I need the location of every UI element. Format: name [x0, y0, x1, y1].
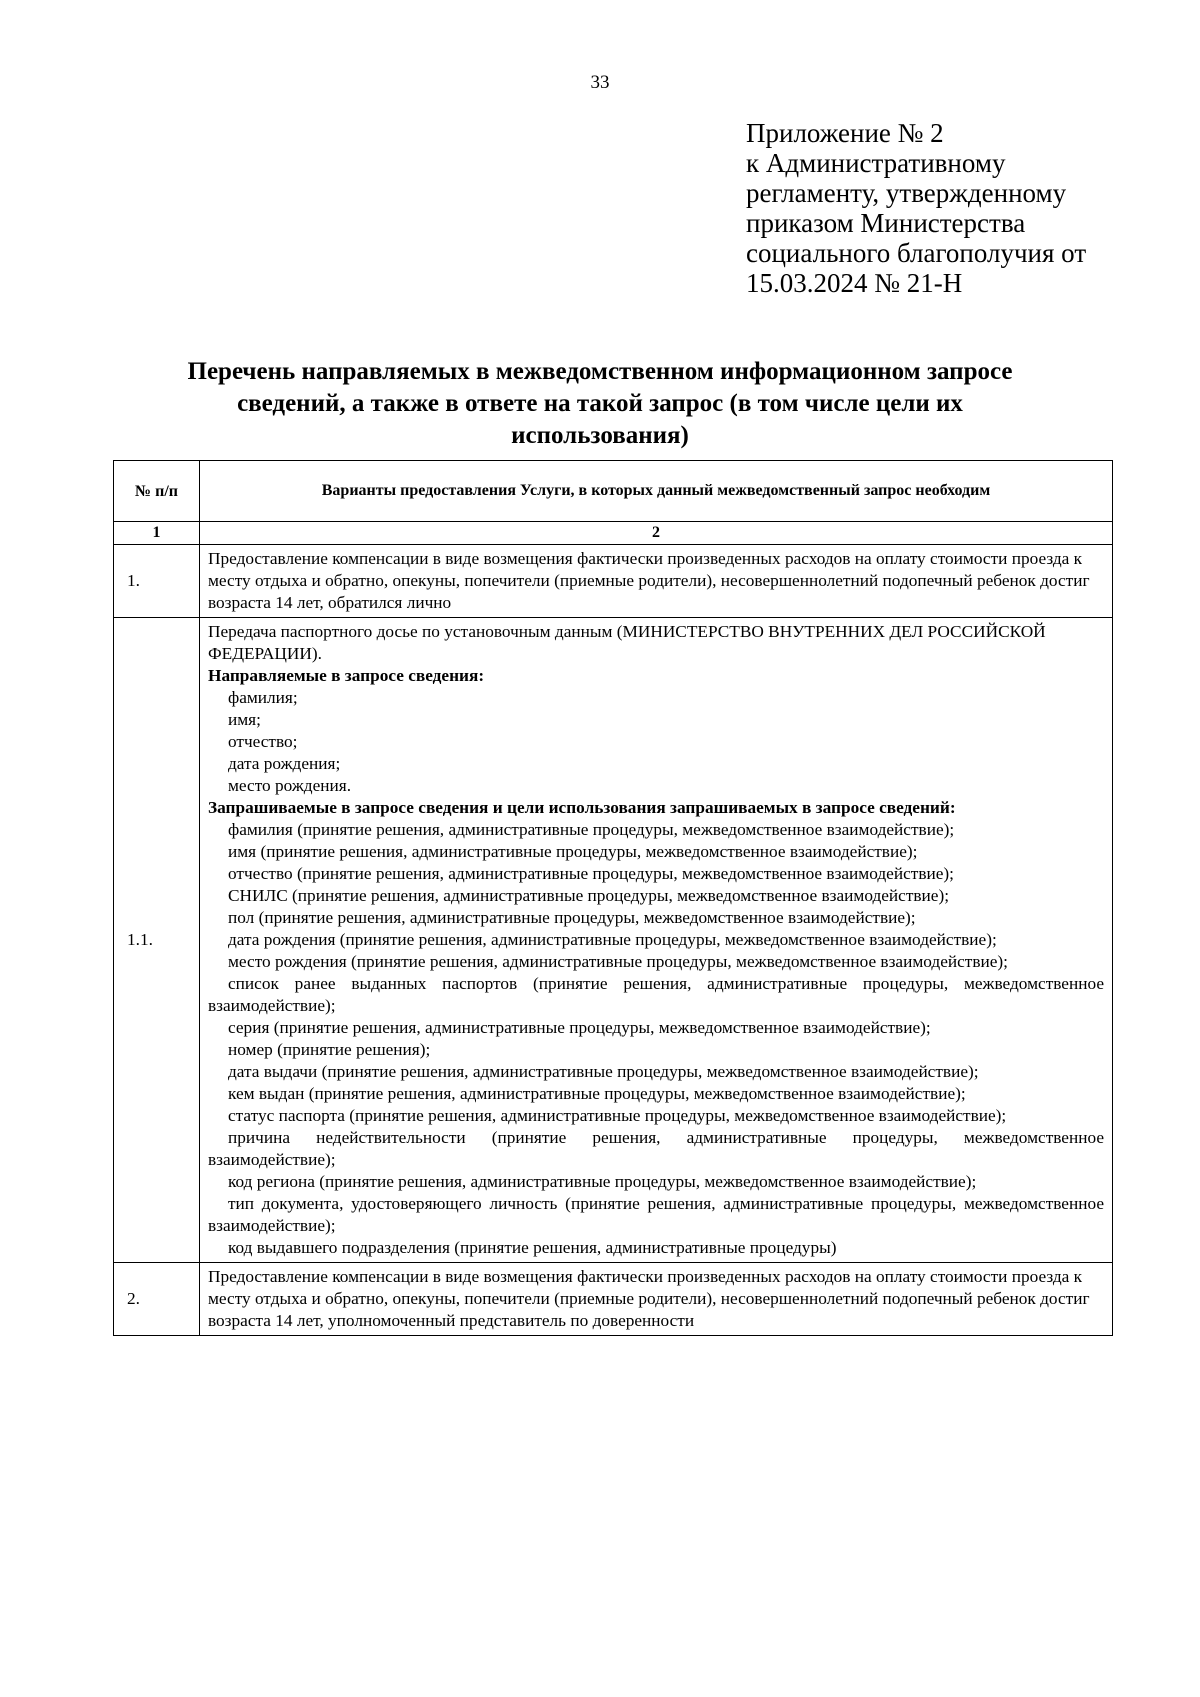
table-row — [114, 545, 1113, 618]
table-header-row — [114, 461, 1113, 522]
request-intro: Передача паспортного досье по установочным данным (МИНИСТЕРСТВО ВНУТРЕННИХ ДЕЛ РОССИЙСКОЙ ФЕДЕРАЦИИ). — [208, 622, 1046, 663]
requested-item: номер (принятие решения); — [228, 1040, 431, 1059]
row-text: Предоставление компенсации в виде возмещения фактически произведенных расходов на оплату стоимости проезда к месту отдыха и обратно, опекуны, попечители (приемные родители), несовершеннолетний подопечный ребенок достиг возраста 14 лет, обратился лично — [208, 549, 1090, 612]
row-number: 2. — [114, 1263, 200, 1336]
title-line: сведений, а также в ответе на такой запрос (в том числе цели их — [237, 390, 963, 417]
requested-item: пол (принятие решения, административные процедуры, межведомственное взаимодействие); — [228, 908, 916, 927]
requested-item: статус паспорта (принятие решения, административные процедуры, межведомственное взаимодействие); — [228, 1106, 1007, 1125]
document-title — [100, 356, 1100, 452]
row-number: 1.1. — [114, 618, 200, 1263]
table-row — [114, 618, 1113, 1263]
requested-item: имя (принятие решения, административные процедуры, межведомственное взаимодействие); — [228, 842, 918, 861]
appendix-line: социального благополучия от — [746, 238, 1087, 268]
requested-item: код региона (принятие решения, административные процедуры, межведомственное взаимодействие); — [228, 1172, 977, 1191]
title-line: использования) — [511, 422, 689, 449]
requested-item: СНИЛС (принятие решения, административные процедуры, межведомственное взаимодействие); — [228, 886, 950, 905]
appendix-line: приказом Министерства — [746, 208, 1026, 238]
index-col-1: 1 — [114, 522, 200, 545]
appendix-block — [746, 118, 1166, 298]
sent-item: место рождения. — [228, 776, 352, 795]
title-line: Перечень направляемых в межведомственном информационном запросе — [187, 358, 1013, 385]
requested-item: серия (принятие решения, административные процедуры, межведомственное взаимодействие); — [228, 1018, 931, 1037]
requested-item: дата выдачи (принятие решения, административные процедуры, межведомственное взаимодействие); — [228, 1062, 979, 1081]
sent-heading: Направляемые в запросе сведения: — [208, 666, 485, 685]
sent-item: дата рождения; — [228, 754, 341, 773]
appendix-line: Приложение № 2 — [746, 118, 944, 148]
requested-item: причина недействительности (принятие решения, административные процедуры, межведомственное взаимодействие); — [208, 1128, 1104, 1169]
sent-item: фамилия; — [228, 688, 298, 707]
appendix-line: к Административному — [746, 148, 1006, 178]
appendix-line: регламенту, утвержденному — [746, 178, 1067, 208]
header-variants: Варианты предоставления Услуги, в которых данный межведомственный запрос необходим — [200, 461, 1113, 522]
appendix-line: 15.03.2024 № 21-Н — [746, 268, 963, 298]
header-num: № п/п — [114, 461, 200, 522]
requested-item: дата рождения (принятие решения, административные процедуры, межведомственное взаимодействие); — [228, 930, 997, 949]
page-number: 33 — [590, 72, 610, 93]
index-col-2: 2 — [200, 522, 1113, 545]
requested-item: список ранее выданных паспортов (принятие решения, административные процедуры, межведомственное взаимодействие); — [208, 974, 1104, 1015]
requested-item: кем выдан (принятие решения, административные процедуры, межведомственное взаимодействие); — [228, 1084, 966, 1103]
row-text: Предоставление компенсации в виде возмещения фактически произведенных расходов на оплату стоимости проезда к месту отдыха и обратно, опекуны, попечители (приемные родители), несовершеннолетний подопечный ребенок достиг возраста 14 лет, уполномоченный представитель по доверенности — [208, 1267, 1090, 1330]
sent-item: отчество; — [228, 732, 298, 751]
requested-heading: Запрашиваемые в запросе сведения и цели использования запрашиваемых в запросе сведений: — [208, 798, 956, 817]
row-number: 1. — [114, 545, 200, 618]
sent-item: имя; — [228, 710, 261, 729]
requested-item: фамилия (принятие решения, административные процедуры, межведомственное взаимодействие); — [228, 820, 955, 839]
requests-table — [113, 460, 1113, 1336]
table-index-row — [114, 522, 1113, 545]
requested-item: код выдавшего подразделения (принятие решения, административные процедуры) — [228, 1238, 837, 1257]
requested-item: отчество (принятие решения, административные процедуры, межведомственное взаимодействие); — [228, 864, 954, 883]
requested-item: тип документа, удостоверяющего личность (принятие решения, административные процедуры, межведомственное взаимодействие); — [208, 1194, 1104, 1235]
requested-item: место рождения (принятие решения, административные процедуры, межведомственное взаимодействие); — [228, 952, 1008, 971]
table-row — [114, 1263, 1113, 1336]
